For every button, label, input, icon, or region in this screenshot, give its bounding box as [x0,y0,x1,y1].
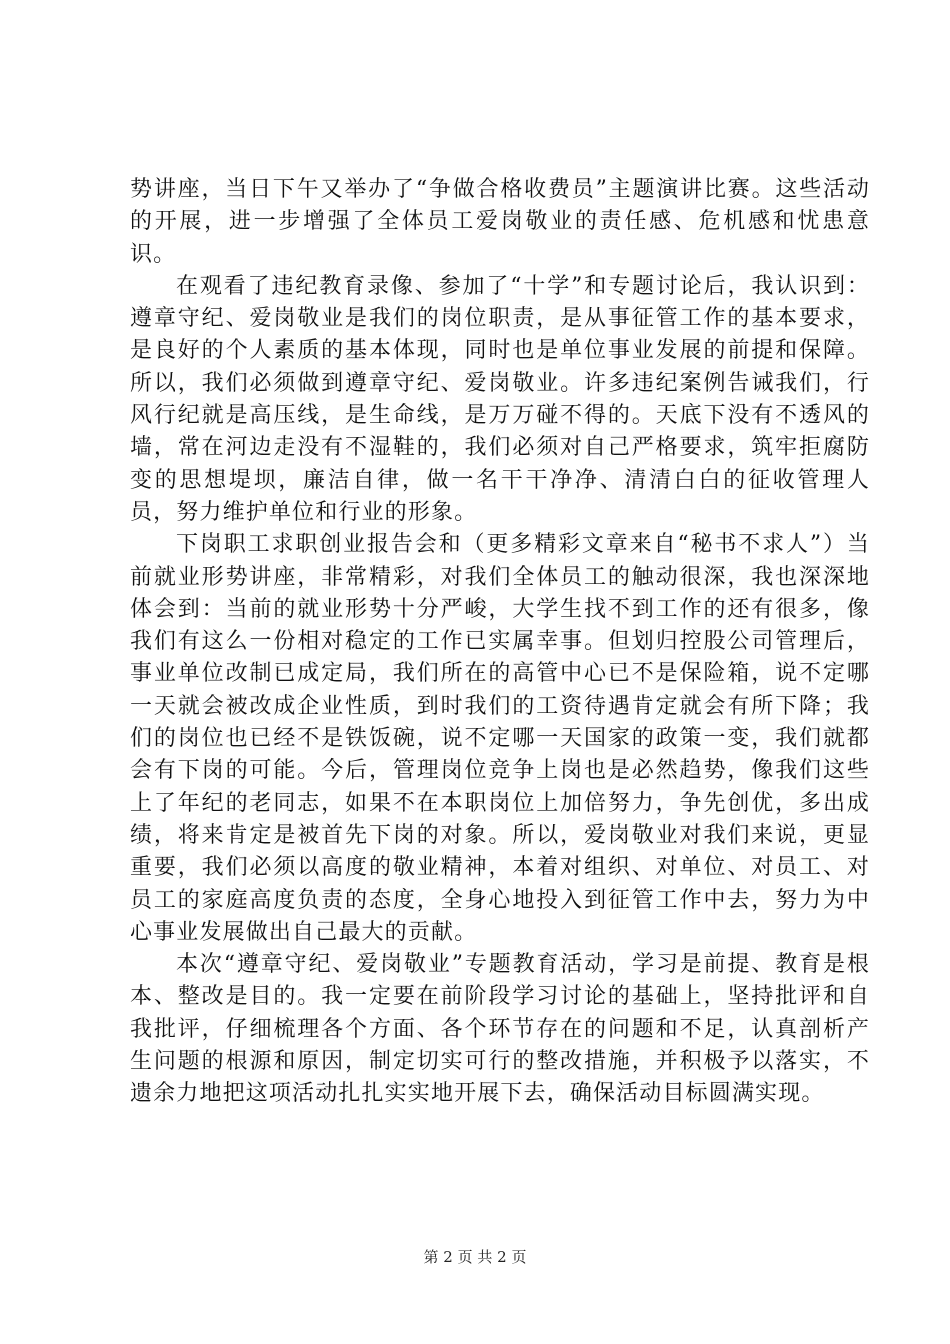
document-body [130,174,870,1111]
paragraph-3: 下岗职工求职创业报告会和（更多精彩文章来自“秘书不求人”）当前就业形势讲座，非常精彩，对我们全体员工的触动很深，我也深深地体会到：当前的就业形势十分严峻，大学生找不到工作的还有很多，像我们有这么一份相对稳定的工作已实属幸事。但划归控股公司管理后，事业单位改制已成定局，我们所在的高管中心已不是保险箱，说不定哪一天就会被改成企业性质，到时我们的工资待遇肯定就会有所下降；我们的岗位也已经不是铁饭碗，说不定哪一天国家的政策一变，我们就都会有下岗的可能。今后，管理岗位竞争上岗也是必然趋势，像我们这些上了年纪的老同志，如果不在本职岗位上加倍努力，争先创优，多出成绩，将来肯定是被首先下岗的对象。所以，爱岗敬业对我们来说，更显重要，我们必须以高度的敬业精神，本着对组织、对单位、对员工、对员工的家庭高度负责的态度，全身心地投入到征管工作中去，努力为中心事业发展做出自己最大的贡献。 [130,532,870,945]
paragraph-2: 在观看了违纪教育录像、参加了“十学”和专题讨论后，我认识到：遵章守纪、爱岗敬业是我们的岗位职责，是从事征管工作的基本要求，是良好的个人素质的基本体现，同时也是单位事业发展的前提和保障。所以，我们必须做到遵章守纪、爱岗敬业。许多违纪案例告诫我们，行风行纪就是高压线，是生命线，是万万碰不得的。天底下没有不透风的墙，常在河边走没有不湿鞋的，我们必须对自己严格要求，筑牢拒腐防变的思想堤坝，廉洁自律，做一名干干净净、清清白白的征收管理人员，努力维护单位和行业的形象。 [130,273,870,525]
paragraph-4: 本次“遵章守纪、爱岗敬业”专题教育活动，学习是前提、教育是根本、整改是目的。我一定要在前阶段学习讨论的基础上，坚持批评和自我批评，仔细梳理各个方面、各个环节存在的问题和不足，认真剖析产生问题的根源和原因，制定切实可行的整改措施，并积极予以落实，不遗余力地把这项活动扎扎实实地开展下去，确保活动目标圆满实现。 [130,952,870,1107]
page-footer [0,1247,950,1267]
paragraph-1: 势讲座，当日下午又举办了“争做合格收费员”主题演讲比赛。这些活动的开展，进一步增强了全体员工爱岗敬业的责任感、危机感和忧患意识。 [130,177,870,267]
page-number-label: 第 2 页 共 2 页 [423,1248,527,1266]
